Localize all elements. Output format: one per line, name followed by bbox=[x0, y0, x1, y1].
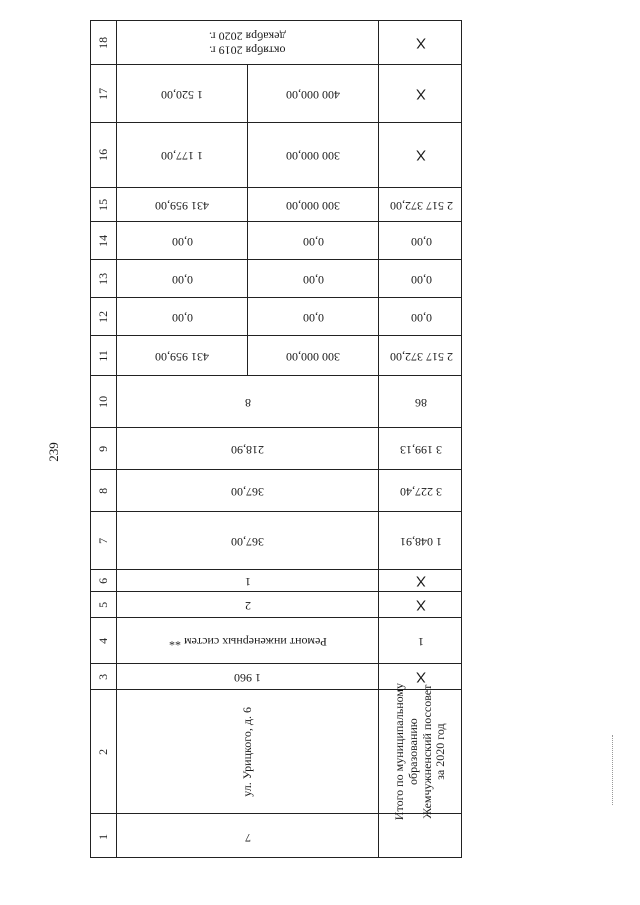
cell-15-a2 bbox=[248, 188, 379, 221]
cell-5-total bbox=[379, 592, 462, 617]
cell-7-main bbox=[117, 512, 379, 569]
cell-6-main bbox=[117, 570, 379, 591]
cell-11-a2 bbox=[248, 336, 379, 375]
cell-14-a1-text: 0,00 bbox=[171, 234, 193, 249]
cell-17-a1 bbox=[117, 65, 248, 122]
column-number-17 bbox=[91, 65, 117, 122]
cell-14-total bbox=[379, 222, 462, 259]
column-number-12 bbox=[91, 298, 117, 335]
cell-13-a2 bbox=[248, 260, 379, 297]
column-number-8 bbox=[91, 470, 117, 511]
table-row-17 bbox=[91, 65, 461, 123]
column-number-1 bbox=[91, 814, 117, 858]
table-row-9 bbox=[91, 428, 461, 470]
column-number-5-text: 5 bbox=[95, 601, 110, 608]
cell-10-main bbox=[117, 376, 379, 427]
column-number-16 bbox=[91, 123, 117, 187]
column-number-10 bbox=[91, 376, 117, 427]
cell-17-a2-text: 400 000,00 bbox=[286, 87, 340, 102]
cell-8-main-text: 367,00 bbox=[231, 484, 264, 499]
table-row-8 bbox=[91, 470, 461, 512]
table-row-18 bbox=[91, 21, 461, 65]
cell-2-total bbox=[379, 682, 462, 821]
column-number-14 bbox=[91, 222, 117, 259]
column-number-2 bbox=[91, 690, 117, 813]
column-number-17-text: 17 bbox=[95, 87, 110, 100]
cell-9-main-text: 218,90 bbox=[231, 442, 264, 457]
cell-5-main bbox=[117, 592, 379, 617]
cell-18-total bbox=[379, 21, 462, 64]
column-number-2-text: 2 bbox=[95, 748, 110, 755]
cell-2-total-line: Жемчужненский поссовет bbox=[420, 684, 434, 819]
cell-15-a1 bbox=[117, 188, 248, 221]
cell-9-main bbox=[117, 428, 379, 469]
column-number-8-text: 8 bbox=[95, 487, 110, 494]
column-number-13-text: 13 bbox=[95, 272, 110, 285]
cell-6-main-text: 1 bbox=[244, 574, 251, 589]
cell-11-a2-text: 300 000,00 bbox=[286, 349, 340, 364]
cell-6-total-text: X bbox=[415, 572, 426, 590]
table-row-2 bbox=[91, 682, 461, 821]
cell-4-total-text: 1 bbox=[418, 634, 424, 649]
cell-1-main-text: 7 bbox=[244, 830, 251, 845]
cell-16-a2-text: 300 000,00 bbox=[286, 148, 340, 163]
cell-17-total bbox=[379, 65, 462, 122]
table-row-4 bbox=[91, 618, 461, 664]
cell-16-a2 bbox=[248, 123, 379, 187]
cell-12-a1-text: 0,00 bbox=[171, 310, 193, 325]
column-number-7 bbox=[91, 512, 117, 569]
cell-9-total bbox=[379, 428, 462, 469]
cell-6-total bbox=[379, 570, 462, 591]
table-row-6 bbox=[91, 570, 461, 592]
cell-5-total-text: X bbox=[415, 596, 426, 614]
cell-3-main bbox=[117, 664, 379, 689]
cell-17-total-text: X bbox=[415, 85, 426, 103]
column-number-4 bbox=[91, 618, 117, 663]
cell-11-total-text: 2 517 372,00 bbox=[389, 349, 453, 364]
table-row-15 bbox=[91, 188, 461, 222]
cell-10-total-text: 86 bbox=[415, 395, 427, 410]
cell-8-main bbox=[117, 470, 379, 511]
cell-14-a2-text: 0,00 bbox=[302, 234, 324, 249]
column-number-11-text: 11 bbox=[95, 349, 110, 362]
column-number-6-text: 6 bbox=[95, 577, 110, 584]
cell-11-a1-text: 431 959,00 bbox=[155, 349, 209, 364]
cell-12-a2-text: 0,00 bbox=[302, 310, 324, 325]
table-row-16 bbox=[91, 123, 461, 188]
cell-7-total bbox=[379, 512, 462, 569]
cell-15-total-text: 2 517 372,00 bbox=[389, 198, 453, 213]
column-number-12-text: 12 bbox=[95, 310, 110, 323]
margin-rule bbox=[612, 735, 613, 805]
column-number-15-text: 15 bbox=[95, 198, 110, 211]
cell-17-a1-text: 1 520,00 bbox=[161, 87, 203, 102]
cell-13-a1-text: 0,00 bbox=[171, 272, 193, 287]
cell-2-main-text: ул. Урицкого, д. 6 bbox=[239, 706, 254, 797]
column-number-11 bbox=[91, 336, 117, 375]
table-row-5 bbox=[91, 592, 461, 618]
page-number: 239 bbox=[46, 442, 61, 462]
cell-1-total bbox=[379, 814, 462, 858]
cell-15-a2-text: 300 000,00 bbox=[286, 198, 340, 213]
cell-17-a2 bbox=[248, 65, 379, 122]
column-number-9-text: 9 bbox=[95, 445, 110, 452]
cell-4-main bbox=[117, 618, 379, 663]
cell-11-total bbox=[379, 336, 462, 375]
table-row-10 bbox=[91, 376, 461, 428]
column-number-1-text: 1 bbox=[95, 833, 110, 840]
cell-14-total-text: 0,00 bbox=[410, 234, 432, 249]
cell-12-total bbox=[379, 298, 462, 335]
cell-2-total-line: за 2020 год bbox=[433, 723, 448, 780]
cell-2-total-line: Итого по муниципальному bbox=[392, 682, 407, 821]
column-number-3 bbox=[91, 664, 117, 689]
cell-18-main-line: октября 2019 г. bbox=[209, 43, 286, 58]
cell-13-a2-text: 0,00 bbox=[302, 272, 324, 287]
table-row-13 bbox=[91, 260, 461, 298]
table-body bbox=[91, 21, 461, 857]
cell-18-total-text: X bbox=[415, 34, 426, 52]
cell-5-main-text: 2 bbox=[244, 598, 251, 613]
cell-16-a1 bbox=[117, 123, 248, 187]
column-number-13 bbox=[91, 260, 117, 297]
cell-8-total bbox=[379, 470, 462, 511]
cell-7-main-text: 367,00 bbox=[231, 534, 264, 549]
cell-12-total-text: 0,00 bbox=[410, 310, 432, 325]
cell-8-total-text: 3 227,40 bbox=[400, 484, 442, 499]
column-number-6 bbox=[91, 570, 117, 591]
column-number-7-text: 7 bbox=[95, 537, 110, 544]
cell-4-main-text: Ремонт инженерных систем ** bbox=[168, 634, 327, 649]
cell-15-total bbox=[379, 188, 462, 221]
cell-11-a1 bbox=[117, 336, 248, 375]
table-row-7 bbox=[91, 512, 461, 570]
column-number-18 bbox=[91, 21, 117, 64]
cell-16-a1-text: 1 177,00 bbox=[161, 148, 203, 163]
table-row-12 bbox=[91, 298, 461, 336]
column-number-3-text: 3 bbox=[95, 673, 110, 680]
cell-4-total bbox=[379, 618, 462, 663]
column-number-10-text: 10 bbox=[95, 395, 110, 408]
column-number-15 bbox=[91, 188, 117, 221]
column-number-5 bbox=[91, 592, 117, 617]
column-number-18-text: 18 bbox=[95, 36, 110, 49]
data-table bbox=[90, 20, 462, 858]
table-row-1 bbox=[91, 814, 461, 858]
cell-3-main-text: 1 960 bbox=[234, 670, 261, 685]
table-row-14 bbox=[91, 222, 461, 260]
column-number-14-text: 14 bbox=[95, 234, 110, 247]
cell-12-a1 bbox=[117, 298, 248, 335]
column-number-9 bbox=[91, 428, 117, 469]
cell-13-total bbox=[379, 260, 462, 297]
table-row-11 bbox=[91, 336, 461, 376]
cell-18-main-line: декабря 2020 г. bbox=[209, 29, 286, 44]
cell-14-a2 bbox=[248, 222, 379, 259]
cell-16-total-text: X bbox=[415, 146, 426, 164]
column-number-16-text: 16 bbox=[95, 148, 110, 161]
column-number-4-text: 4 bbox=[95, 637, 110, 644]
cell-7-total-text: 1 048,91 bbox=[400, 534, 442, 549]
cell-14-a1 bbox=[117, 222, 248, 259]
cell-16-total bbox=[379, 123, 462, 187]
cell-9-total-text: 3 199,13 bbox=[400, 442, 442, 457]
cell-10-total bbox=[379, 376, 462, 427]
cell-18-main bbox=[117, 21, 379, 64]
cell-2-total-line: образованию bbox=[406, 718, 421, 785]
cell-2-main bbox=[117, 690, 379, 813]
cell-13-a1 bbox=[117, 260, 248, 297]
cell-15-a1-text: 431 959,00 bbox=[155, 198, 209, 213]
cell-13-total-text: 0,00 bbox=[410, 272, 432, 287]
cell-12-a2 bbox=[248, 298, 379, 335]
cell-1-main bbox=[117, 814, 379, 858]
cell-10-main-text: 8 bbox=[244, 395, 251, 410]
cell-3-total-text: X bbox=[415, 668, 426, 686]
